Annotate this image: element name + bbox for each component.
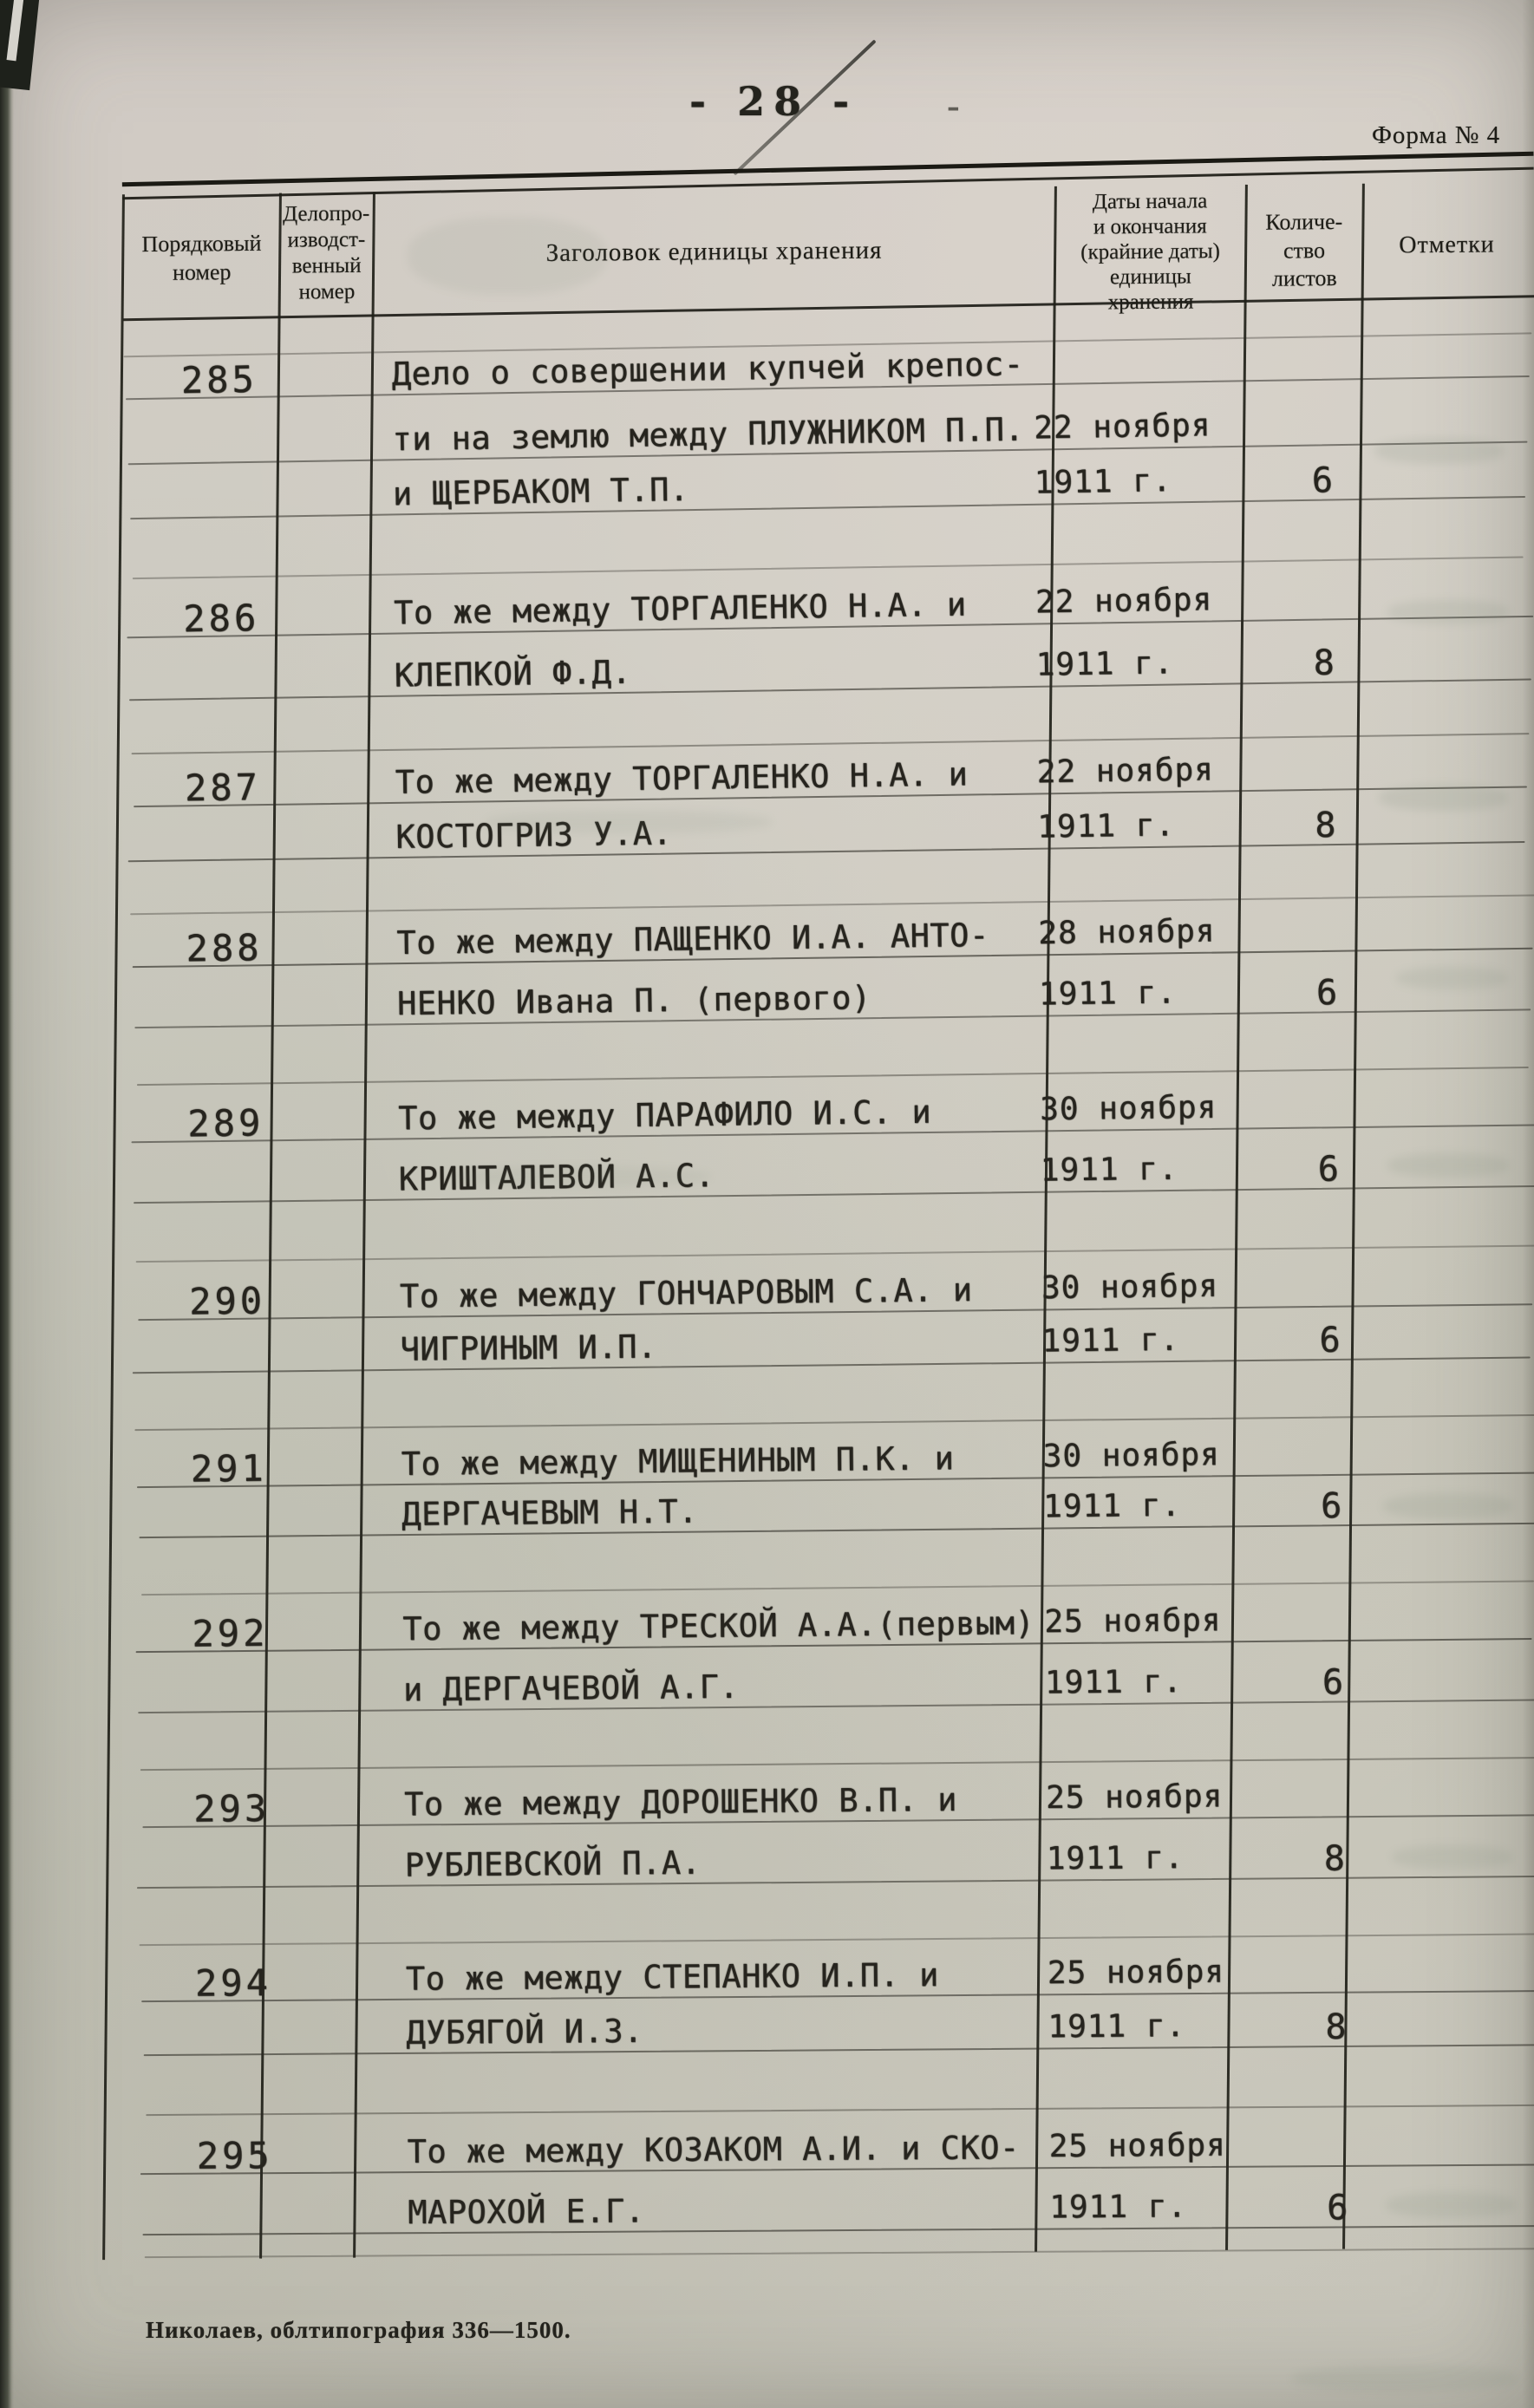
table-row-line-9 <box>138 2006 1534 2059</box>
ruled-line <box>134 1414 1534 1431</box>
ruled-line <box>137 1067 1529 1086</box>
book-binding-edge <box>0 0 14 2408</box>
row-number: 292 <box>192 1611 269 1655</box>
bleedthrough-smudge <box>1387 1153 1509 1178</box>
table-row-line-0 <box>123 337 1534 404</box>
row-title: То же между МИЩЕНИНЫМ П.К. и <box>401 1439 955 1483</box>
bleedthrough-smudge <box>1386 2192 1516 2218</box>
table-row-line-1 <box>126 578 1534 643</box>
row-sheet-count: 6 <box>1311 460 1334 501</box>
table-left-border <box>102 194 125 2260</box>
bleedthrough-smudge <box>1374 438 1505 464</box>
table-row-line-4 <box>130 1086 1534 1146</box>
row-date: 25 ноября <box>1044 1602 1222 1641</box>
header-dates: Даты начала и окончания (крайние даты) единицы хранения <box>1080 189 1221 315</box>
row-title: ти на землю между ПЛУЖНИКОМ П.П. <box>392 410 1025 459</box>
row-title: То же между ГОНЧАРОВЫМ С.А. и <box>399 1271 973 1315</box>
row-date: 22 ноября <box>1036 752 1215 791</box>
row-title: То же между СТЕПАНКО И.П. и <box>405 1956 940 1998</box>
row-sheet-count: 6 <box>1315 972 1338 1014</box>
bleedthrough-smudge <box>1387 600 1509 624</box>
row-title: и ЩЕРБАКОМ Т.П. <box>392 470 689 513</box>
row-title: ДУБЯГОЙ И.З. <box>406 2012 643 2052</box>
table-row-line-3 <box>129 970 1534 1032</box>
row-title: НЕНКО Ивана П. (первого) <box>396 979 871 1023</box>
header-storage-unit-title: Заголовок единицы хранения <box>545 236 883 267</box>
row-date: 1911 г. <box>1040 1151 1178 1189</box>
row-title: Дело о совершении купчей крепос- <box>391 345 1024 394</box>
ruled-line <box>133 556 1524 579</box>
header-serial-number: Порядковый номер <box>141 230 262 285</box>
ruled-line <box>140 1933 1534 1946</box>
bleedthrough-smudge <box>1396 967 1509 989</box>
row-title: и ДЕРГАЧЕВОЙ А.Г. <box>402 1667 740 1709</box>
row-title: РУБЛЕВСКОЙ П.А. <box>404 1844 702 1884</box>
row-number: 291 <box>190 1446 267 1491</box>
table-row-line-8 <box>136 1776 1534 1831</box>
row-sheet-count: 8 <box>1313 643 1335 683</box>
row-sheet-count: 8 <box>1314 805 1336 846</box>
row-sheet-count: 6 <box>1320 1485 1342 1527</box>
table-row-line-5 <box>132 1318 1534 1377</box>
row-date: 28 ноября <box>1038 913 1216 952</box>
row-date: 1911 г. <box>1048 2008 1186 2046</box>
table-row-line-3 <box>128 909 1534 971</box>
inventory-table <box>122 170 1534 2263</box>
table-row-line-2 <box>127 803 1534 866</box>
row-title: ДЕРГАЧЕВЫМ Н.Т. <box>401 1492 699 1534</box>
row-date: 25 ноября <box>1048 2127 1226 2165</box>
row-date: 1911 г. <box>1042 1487 1182 1525</box>
table-top-border-inner <box>122 167 1534 200</box>
table-row-line-2 <box>127 747 1534 811</box>
ruled-line <box>140 1757 1534 1771</box>
row-title: То же между ПАРАФИЛО И.С. и <box>397 1093 932 1138</box>
row-date: 1911 г. <box>1046 1840 1185 1877</box>
table-row-line-4 <box>131 1147 1534 1208</box>
row-title: МАРОХОЙ Е.Г. <box>408 2192 645 2232</box>
row-number: 290 <box>188 1279 266 1323</box>
row-title: КОСТОГРИЗ У.А. <box>395 814 673 856</box>
table-row-line-8 <box>137 1837 1534 1893</box>
table-row-line-7 <box>134 1600 1534 1657</box>
header-sheet-count: Количе- ство листов <box>1265 208 1343 291</box>
row-date: 22 ноября <box>1035 582 1213 621</box>
header-notes: Отметки <box>1399 231 1495 259</box>
header-record-number: Делопро- изводст- венный номер <box>282 201 370 304</box>
bleedthrough-smudge <box>1383 1493 1513 1519</box>
row-title: КЛЕПКОЙ Ф.Д. <box>394 653 632 695</box>
row-sheet-count: 8 <box>1325 2007 1347 2047</box>
page-number-extra-dash: - <box>947 84 960 127</box>
row-date: 1911 г. <box>1037 807 1176 845</box>
bleedthrough-smudge <box>1379 785 1509 811</box>
row-date: 1911 г. <box>1034 463 1172 501</box>
page-number: - 28 - <box>689 78 858 125</box>
row-title: КРИШТАЛЕВОЙ А.С. <box>398 1157 715 1198</box>
row-sheet-count: 6 <box>1327 2188 1348 2229</box>
row-sheet-count: 6 <box>1319 1320 1341 1361</box>
row-number: 289 <box>187 1101 264 1145</box>
row-number: 295 <box>196 2134 273 2177</box>
table-row-line-1 <box>126 640 1534 704</box>
table-row-line-5 <box>132 1264 1534 1324</box>
row-date: 1911 г. <box>1049 2189 1188 2226</box>
ruled-line <box>136 1244 1534 1263</box>
row-date: 1911 г. <box>1044 1664 1183 1701</box>
table-row-line-6 <box>134 1484 1534 1542</box>
bleedthrough-smudge <box>486 811 772 833</box>
row-date: 1911 г. <box>1041 1321 1180 1360</box>
row-title: ЧИГРИНЫМ И.П. <box>400 1328 657 1368</box>
bleedthrough-smudge <box>1392 1845 1513 1870</box>
row-number: 288 <box>186 926 263 970</box>
table-row-line-0 <box>124 402 1534 468</box>
row-date: 30 ноября <box>1041 1268 1219 1307</box>
row-number: 287 <box>184 766 262 810</box>
row-date: 22 ноября <box>1033 408 1211 447</box>
row-title: То же между ПАЩЕНКО И.А. АНТО- <box>396 916 989 963</box>
row-date: 25 ноября <box>1047 1954 1225 1992</box>
row-sheet-count: 8 <box>1323 1838 1345 1879</box>
row-title: То же между ТРЕСКОЙ А.А.(первым) <box>402 1604 1035 1648</box>
row-title: То же между ДОРОШЕНКО В.П. и <box>403 1780 958 1824</box>
row-number: 294 <box>194 1961 272 2005</box>
table-row-line-6 <box>134 1433 1534 1491</box>
bleedthrough-smudge <box>408 217 607 295</box>
bleedthrough-smudge <box>451 1166 711 1187</box>
row-title: То же между ТОРГАЛЕНКО Н.А. и <box>393 585 967 632</box>
row-date: 1911 г. <box>1035 645 1174 683</box>
ruled-line <box>141 1580 1534 1596</box>
row-number: 285 <box>180 357 258 402</box>
table-row-line-9 <box>138 1952 1534 2007</box>
row-number: 286 <box>182 596 260 641</box>
table-row-line-10 <box>140 2125 1534 2178</box>
row-date: 30 ноября <box>1039 1089 1217 1128</box>
row-title: То же между ТОРГАЛЕНКО Н.А. и <box>395 755 969 801</box>
row-date: 25 ноября <box>1045 1778 1224 1817</box>
bleedthrough-smudge <box>1292 2366 1518 2392</box>
row-date: 30 ноября <box>1042 1437 1220 1475</box>
form-number-label: Форма № 4 <box>1372 121 1501 149</box>
row-date: 1911 г. <box>1038 975 1177 1013</box>
row-number: 293 <box>193 1786 271 1830</box>
row-title: То же между КОЗАКОМ А.И. и СКО- <box>407 2129 1020 2171</box>
table-row-line-7 <box>135 1661 1534 1717</box>
print-shop-footer: Николаев, облтипография 336—1500. <box>146 2317 571 2343</box>
table-row-line-10 <box>140 2187 1534 2240</box>
row-sheet-count: 6 <box>1322 1662 1344 1703</box>
table-row-line-0 <box>125 457 1534 523</box>
row-sheet-count: 6 <box>1317 1149 1340 1190</box>
